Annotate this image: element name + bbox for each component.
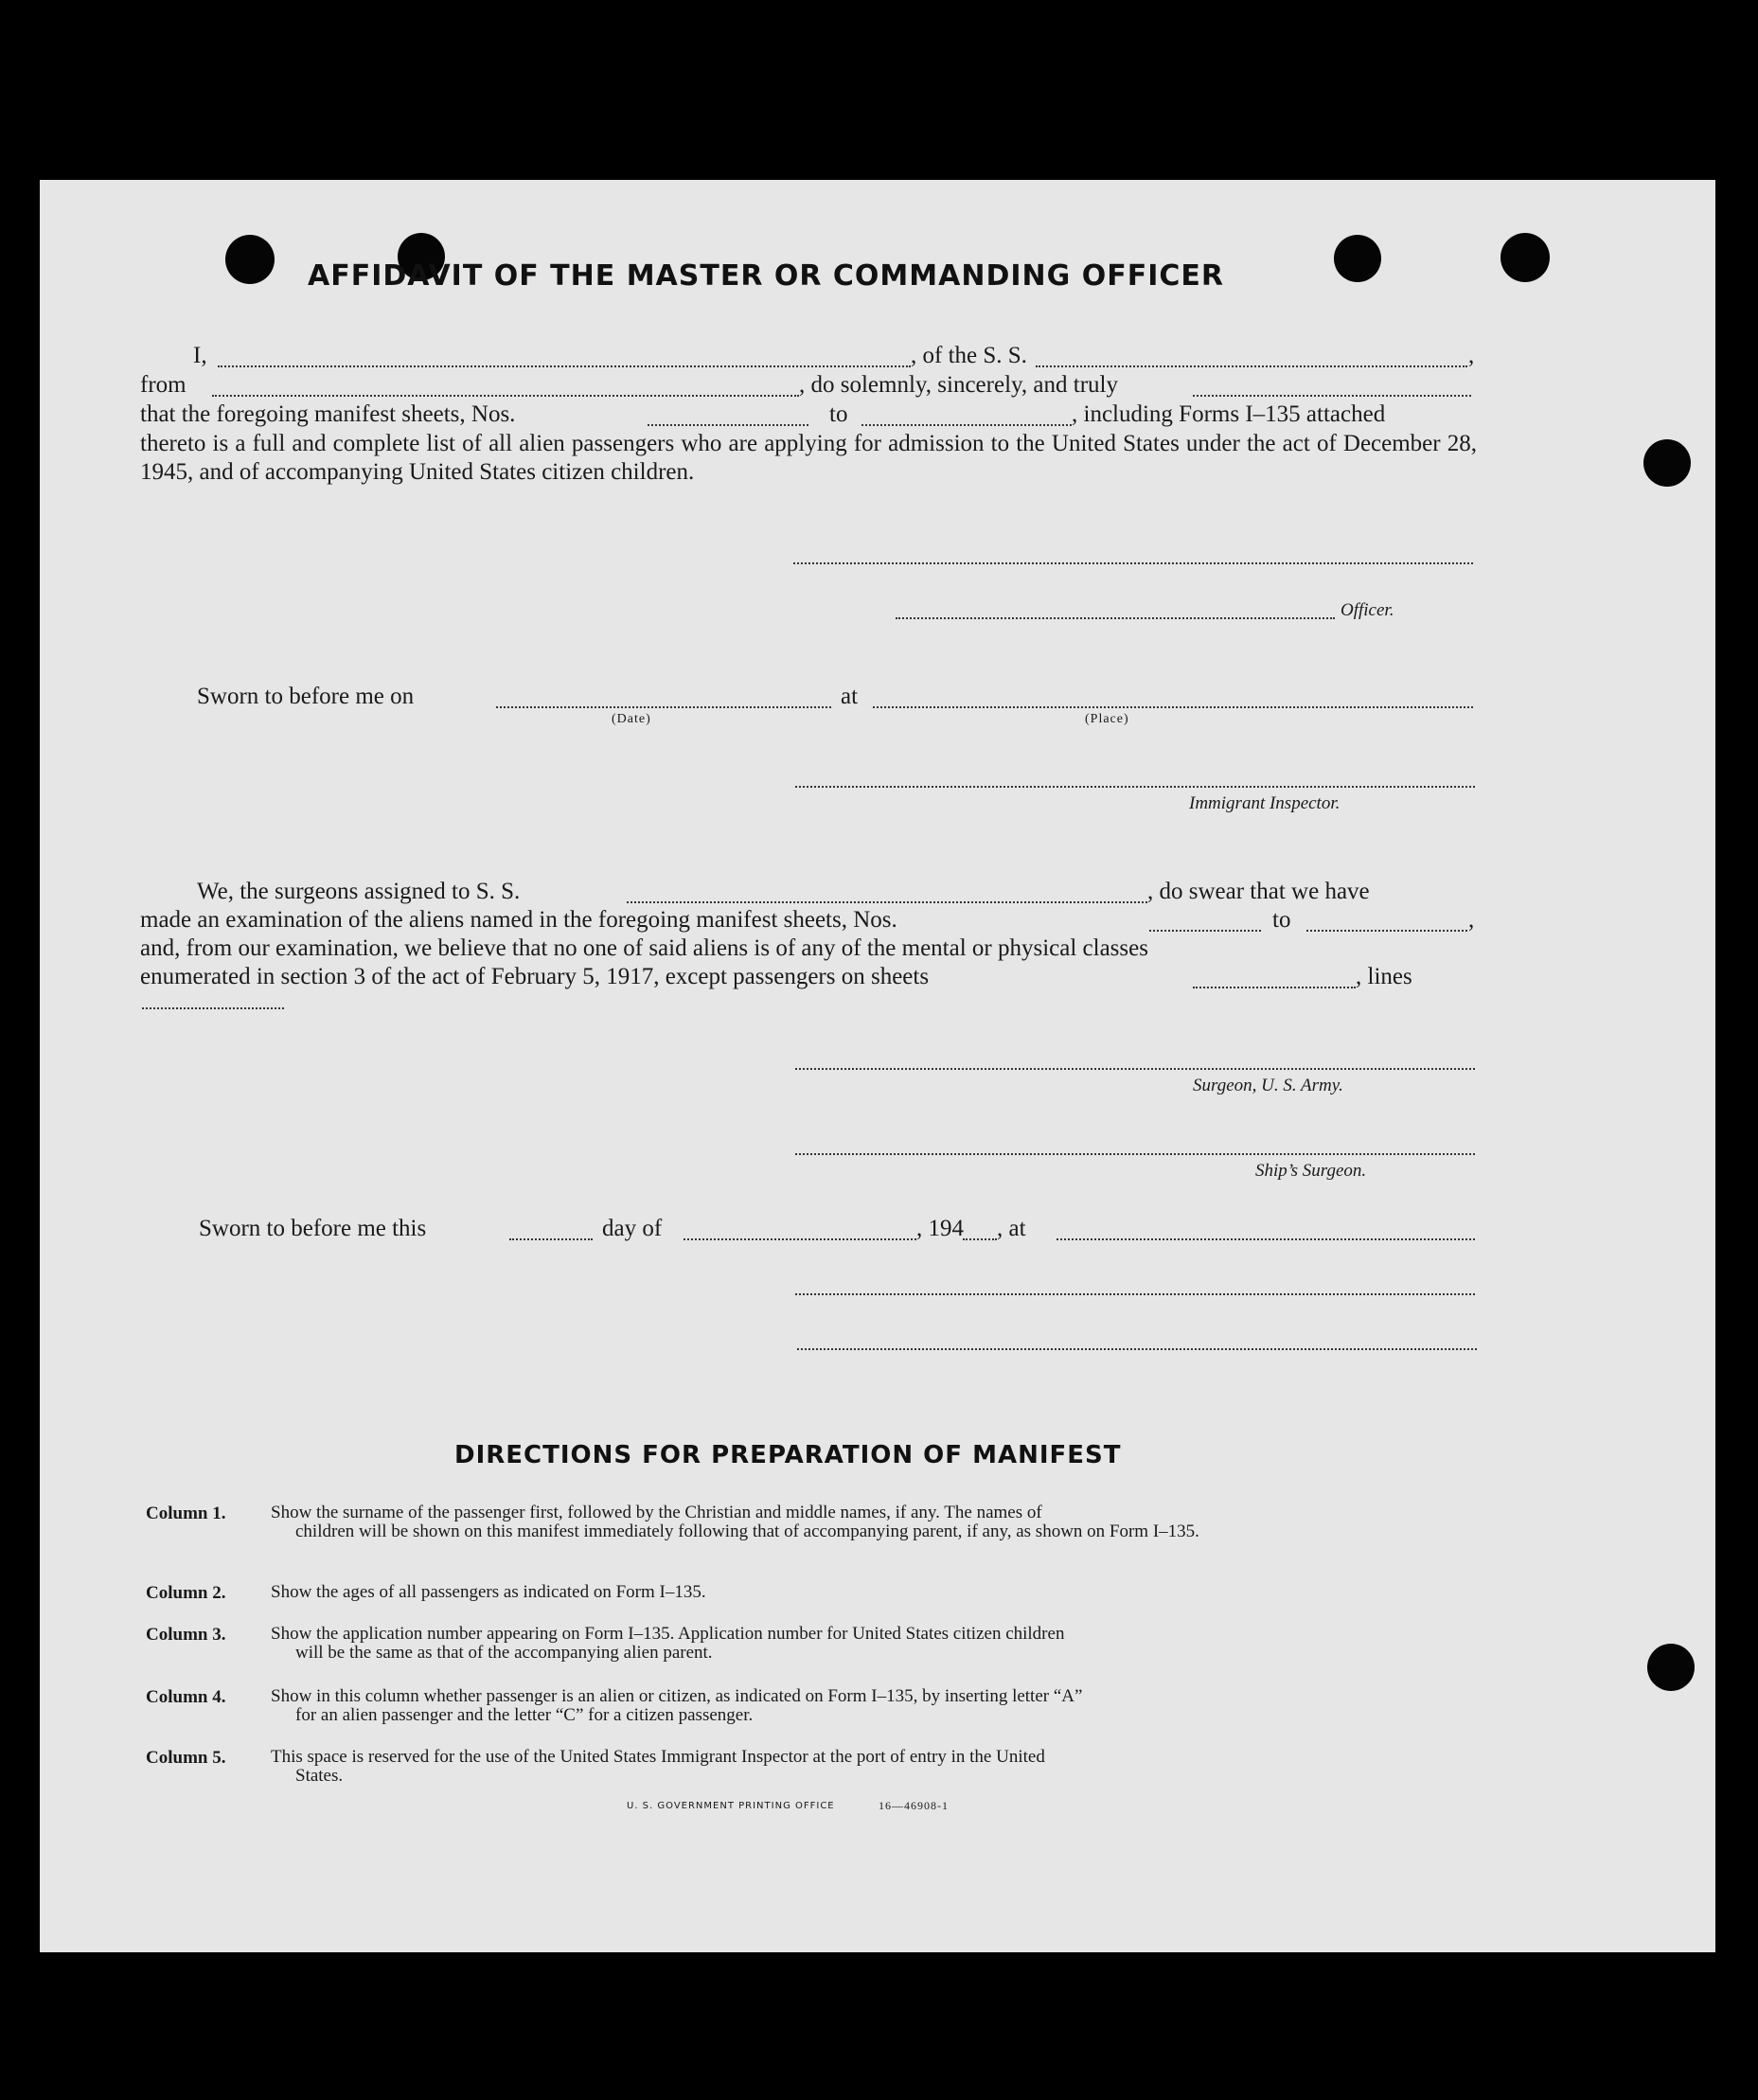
place-caption: (Place) xyxy=(1085,712,1129,726)
text-day-of: day of xyxy=(602,1216,663,1241)
signature-line-2[interactable] xyxy=(797,1348,1477,1350)
sworn-year-field[interactable] xyxy=(963,1238,997,1240)
army-surgeon-label: Surgeon, U. S. Army. xyxy=(1193,1076,1343,1095)
sworn-place-field[interactable] xyxy=(873,706,1473,708)
officer-signature-line[interactable] xyxy=(793,562,1473,564)
punch-hole xyxy=(1501,233,1550,282)
army-surgeon-signature-line[interactable] xyxy=(795,1068,1475,1070)
sworn-date-field[interactable] xyxy=(496,706,831,708)
column-5-label: Column 5. xyxy=(146,1748,226,1768)
punch-hole xyxy=(1643,439,1691,487)
exam-sheets-to-field[interactable] xyxy=(1306,930,1467,932)
text-to: to xyxy=(829,401,848,427)
punch-hole xyxy=(225,235,275,284)
column-5-text: This space is reserved for the use of the United States Immigrant Inspector at the port of entry in the United States. xyxy=(271,1747,1045,1786)
text-made: made an examination of the aliens named in the foregoing manifest sheets, Nos. xyxy=(140,907,897,933)
text-to-2: to xyxy=(1272,907,1291,933)
text-that: that the foregoing manifest sheets, Nos. xyxy=(140,401,516,427)
column-2-label: Column 2. xyxy=(146,1583,226,1603)
column-4-text: Show in this column whether passenger is an alien or citizen, as indicated on Form I–135, by inserting letter “A” for an alien passenger and the letter “C” for a citizen passenger. xyxy=(271,1686,1083,1725)
form-code: 16—46908-1 xyxy=(879,1799,949,1812)
printer-imprint: U. S. GOVERNMENT PRINTING OFFICE xyxy=(627,1801,835,1811)
text-and: and, from our examination, we believe that no one of said aliens is of any of the mental or physical classes xyxy=(140,935,1148,961)
affidavit-body: thereto is a full and complete list of all alien passengers who are applying for admission to the United States under the act of December 28, 1945, and of accompanying United States citizen children. xyxy=(140,431,1477,485)
text-from: from xyxy=(140,372,186,398)
sworn-month-field[interactable] xyxy=(684,1238,916,1240)
from-port-field[interactable] xyxy=(212,395,799,397)
column-2-text: Show the ages of all passengers as indicated on Form I–135. xyxy=(271,1582,706,1602)
directions-title: DIRECTIONS FOR PREPARATION OF MANIFEST xyxy=(454,1441,1122,1469)
text-enum: enumerated in section 3 of the act of February 5, 1917, except passengers on sheets xyxy=(140,964,930,989)
text-swear: , do swear that we have xyxy=(1147,879,1370,904)
except-sheets-field[interactable] xyxy=(1193,987,1356,988)
sheets-from-field[interactable] xyxy=(648,424,808,426)
column-1-label: Column 1. xyxy=(146,1504,226,1523)
officer-title-line[interactable] xyxy=(896,617,1335,619)
master-name-field[interactable] xyxy=(218,365,911,367)
punch-hole xyxy=(1647,1644,1695,1691)
text-at-2: , at xyxy=(997,1216,1026,1241)
solemnly-field[interactable] xyxy=(1193,395,1471,397)
text-of-ss: , of the S. S. xyxy=(911,343,1027,368)
sworn-day-field[interactable] xyxy=(509,1238,593,1240)
lines-field[interactable] xyxy=(142,1007,284,1009)
column-3-label: Column 3. xyxy=(146,1625,226,1645)
ship-surgeon-signature-line[interactable] xyxy=(795,1153,1475,1155)
surgeon-ship-field[interactable] xyxy=(627,901,1147,903)
date-caption: (Date) xyxy=(612,712,651,726)
text-lines: , lines xyxy=(1356,964,1412,989)
text-we: We, the surgeons assigned to S. S. xyxy=(197,879,521,904)
ship-name-field[interactable] xyxy=(1036,365,1467,367)
text-solemnly: , do solemnly, sincerely, and truly xyxy=(799,372,1118,398)
text-at: at xyxy=(841,684,859,709)
column-3-text: Show the application number appearing on Form I–135. Application number for United States citizen children will be the same as that of the accompanying alien parent. xyxy=(271,1624,1065,1663)
inspector-signature-line[interactable] xyxy=(795,786,1475,788)
sworn-text: Sworn to before me on xyxy=(197,684,415,709)
punch-hole xyxy=(1334,235,1381,282)
text-comma-2: , xyxy=(1468,907,1475,933)
sworn2-text: Sworn to before me this xyxy=(199,1216,427,1241)
ship-surgeon-label: Ship’s Surgeon. xyxy=(1255,1161,1367,1181)
exam-sheets-from-field[interactable] xyxy=(1149,930,1261,932)
form-page xyxy=(40,180,1715,1952)
sworn-place-field-2[interactable] xyxy=(1057,1238,1475,1240)
column-1-text: Show the surname of the passenger first, followed by the Christian and middle names, if any. The names of children will be shown on this manifest immediately following that of accompanying parent, if any, as shown on Form I–135. xyxy=(271,1503,1199,1541)
text-i: I, xyxy=(193,343,207,368)
text-including: , including Forms I–135 attached xyxy=(1072,401,1386,427)
text-year: , 194 xyxy=(916,1216,964,1241)
column-4-label: Column 4. xyxy=(146,1687,226,1707)
text-comma: , xyxy=(1468,343,1475,368)
inspector-label: Immigrant Inspector. xyxy=(1189,793,1341,813)
sheets-to-field[interactable] xyxy=(861,424,1072,426)
signature-line-1[interactable] xyxy=(795,1293,1475,1295)
affidavit-title: AFFIDAVIT OF THE MASTER OR COMMANDING OFFICER xyxy=(308,259,1224,293)
officer-label: Officer. xyxy=(1341,600,1394,620)
